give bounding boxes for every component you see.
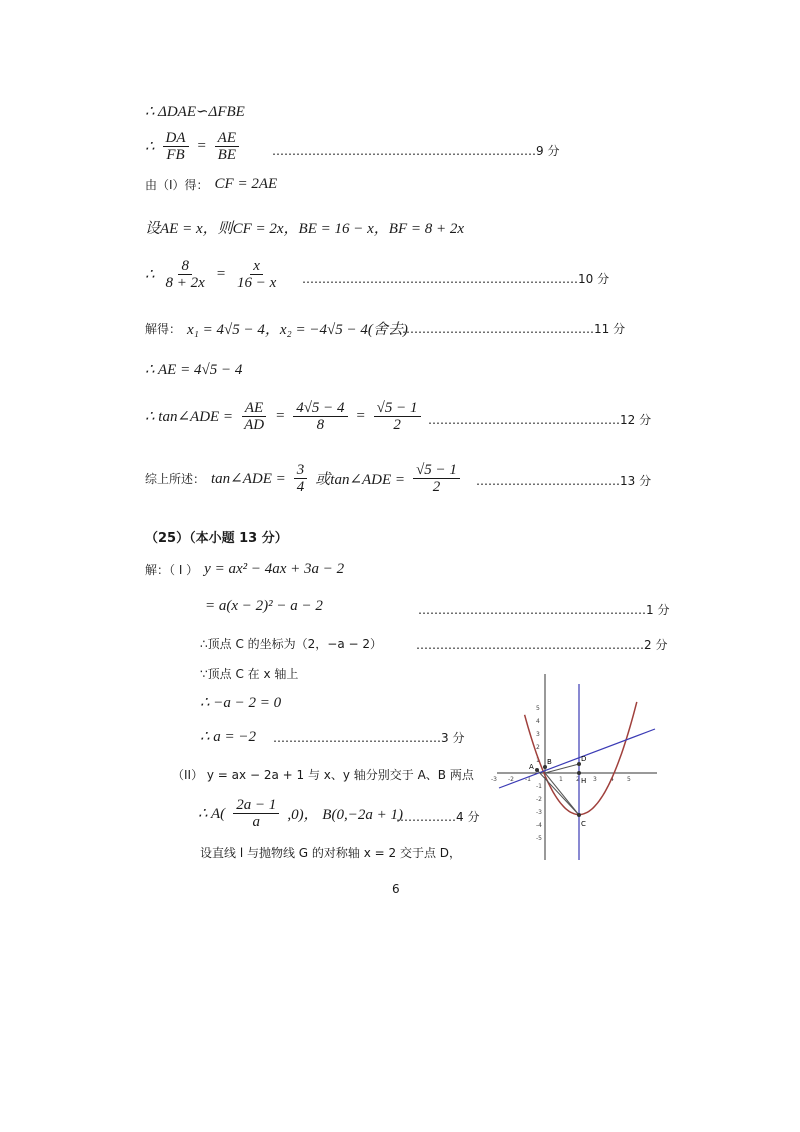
solution-part-two: （II） y = ax − 2a + 1 与 x、y 轴分别交于 A、B 两点 — [172, 768, 474, 782]
score-9: …………………………………………………………9 分 — [272, 144, 560, 158]
score-12: …………………………………………12 分 — [428, 413, 652, 427]
intersection-points: ∴ A( $\frac{2a - 1}{a}$ ,0)， B(0,−2a + 1) — [198, 797, 403, 830]
x-tick-label: 1 — [559, 776, 563, 783]
score-4: ……………4 分 — [396, 810, 480, 824]
fraction: $\frac{3}{4}$ — [294, 462, 308, 495]
y-tick-label: -1 — [536, 783, 542, 790]
x-tick-label: 3 — [593, 776, 597, 783]
ratio-equation: ∴ $\frac{DA}{FB}$ = $\frac{AE}{BE}$ — [145, 130, 241, 163]
label-c: C — [581, 820, 586, 828]
point-h — [577, 771, 581, 775]
label-d: D — [581, 755, 587, 763]
equation-a: ∴ −a − 2 = 0 — [200, 695, 282, 711]
label-b: B — [547, 758, 552, 766]
from-part-one: 由（I）得： CF = 2AE — [145, 176, 278, 192]
proportion-equation: ∴ $\frac{8}{8 + 2x}$ = $\frac{x}{16 - x}$ — [145, 258, 281, 291]
x-tick-label: -3 — [491, 776, 497, 783]
x-tick-label: 2 — [576, 776, 580, 783]
y-tick-label: 5 — [536, 705, 540, 712]
score-13: ………………………………13 分 — [476, 474, 652, 488]
parabola-graph — [491, 674, 657, 860]
y-tick-label: -4 — [536, 822, 542, 829]
fraction: $\frac{8}{8 + 2x}$ — [165, 258, 205, 291]
y-tick-label: -5 — [536, 835, 542, 842]
segment-ac — [537, 770, 579, 815]
vertex-coordinates: ∴顶点 C 的坐标为（2，−a − 2） — [200, 637, 383, 651]
x-tick-label: 5 — [627, 776, 631, 783]
x-tick-label: -2 — [508, 776, 514, 783]
solution-part-one: 解：（ I ） y = ax² − 4ax + 3a − 2 — [145, 561, 345, 577]
tan-computation: ∴ tan∠ADE = $\frac{AE}{AD}$ = $\frac{4√5 - 4}{8}$ = $\frac{√5 - 1}{2}$ — [145, 400, 423, 433]
fraction: $\frac{√5 - 1}{2}$ — [413, 462, 460, 495]
define-point-d: 设直线 l 与抛物线 G 的对称轴 x = 2 交于点 D， — [200, 846, 461, 860]
x-tick-label: 4 — [610, 776, 614, 783]
page-number: 6 — [392, 882, 400, 896]
y-tick-label: 3 — [536, 731, 540, 738]
a-value: ∴ a = −2 — [200, 729, 257, 745]
label-a: A — [529, 763, 534, 771]
x-tick-label: -1 — [525, 776, 531, 783]
point-a — [535, 768, 539, 772]
fraction: $\frac{4√5 - 4}{8}$ — [293, 400, 347, 433]
score-10: ……………………………………………………………10 分 — [302, 272, 610, 286]
ae-value: ∴ AE = 4√5 − 4 — [145, 362, 243, 378]
fraction: $\frac{√5 - 1}{2}$ — [374, 400, 421, 433]
vertex-on-x-axis: ∵顶点 C 在 x 轴上 — [200, 667, 299, 681]
score-2: …………………………………………………2 分 — [416, 638, 668, 652]
y-tick-label: -2 — [536, 796, 542, 803]
fraction: $\frac{x}{16 - x}$ — [236, 258, 277, 291]
variable-setup: 设AE = x，则CF = 2x，BE = 16 − x，BF = 8 + 2x — [145, 221, 465, 237]
conclusion: 综上所述： tan∠ADE = $\frac{3}{4}$ 或tan∠ADE = $\frac{√5 - 1}{2}$ — [145, 462, 462, 495]
score-1: …………………………………………………1 分 — [418, 603, 670, 617]
similarity-statement: ∴ ΔDAE∽ΔFBE — [145, 104, 245, 120]
y-tick-label: -3 — [536, 809, 542, 816]
y-tick-label: 4 — [536, 718, 540, 725]
question-25-heading: （25）（本小题 13 分） — [145, 531, 288, 546]
fraction: $\frac{2a - 1}{a}$ — [233, 797, 279, 830]
label-h: H — [581, 777, 587, 785]
y-tick-label: 2 — [536, 744, 540, 751]
fraction: $\frac{AE}{BE}$ — [215, 130, 239, 163]
solution-roots: 解得： x₁ = 4√5 − 4，x₂ = −4√5 − 4(舍去) — [145, 322, 408, 338]
fraction: $\frac{AE}{AD}$ — [241, 400, 267, 433]
vertex-form: = a(x − 2)² − a − 2 — [205, 598, 323, 614]
score-3: ……………………………………3 分 — [273, 731, 465, 745]
score-11: …………………………………………11 分 — [402, 322, 626, 336]
fraction: $\frac{DA}{FB}$ — [163, 130, 189, 163]
point-c — [577, 813, 581, 817]
y-tick-label: 1 — [536, 757, 540, 764]
